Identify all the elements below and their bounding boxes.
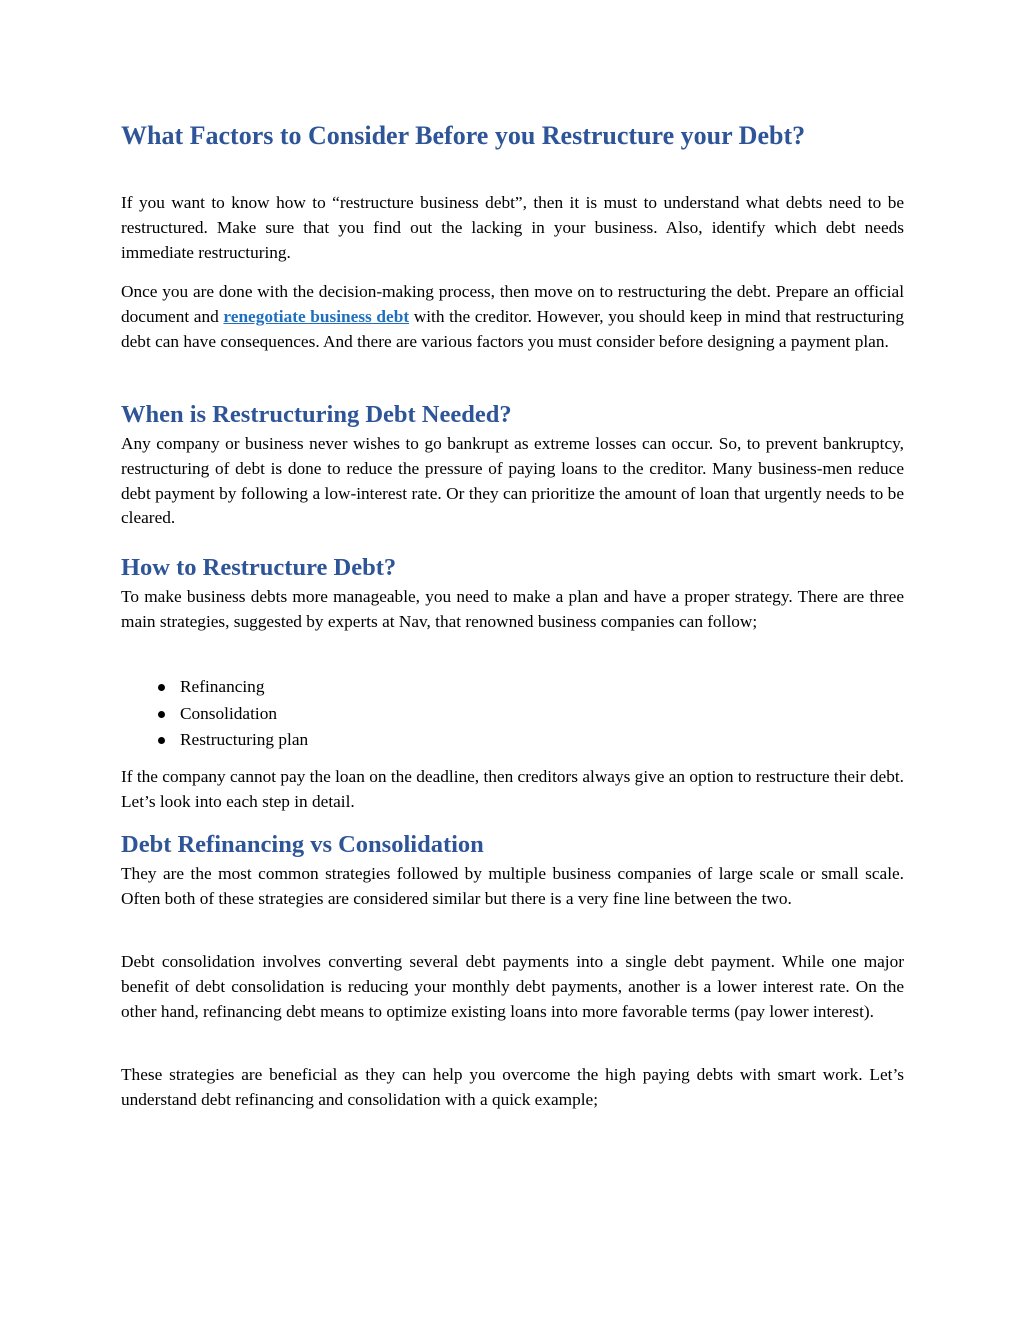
how-to-restructure-paragraph: To make business debts more manageable, you need to make a plan and have a proper strategy. There are three main strategies, suggested by experts at Nav, that renowned business companies can follow; <box>121 587 904 631</box>
list-item-label: Refinancing <box>180 677 265 696</box>
restructuring-needed-paragraph: Any company or business never wishes to go bankrupt as extreme losses can occur. So, to prevent bankruptcy, restructuring of debt is done to reduce the pressure of paying loans to the creditor. Many business-men reduce debt payment by following a low-interest rate. Or they can prioritize the amount of loan that urgently needs to be cleared. <box>121 434 904 528</box>
section-heading-how-to-restructure: How to Restructure Debt? <box>121 554 397 581</box>
bullet-icon <box>158 711 165 718</box>
intro-paragraph-2-text-before: Once you are done with the decision-making process, then move on to restructuring the debt. Prepare an official document and <box>121 282 904 326</box>
page-title: What Factors to Consider Before you Restructure your Debt? <box>121 121 806 150</box>
intro-paragraph-2 <box>121 280 904 354</box>
intro-paragraph-2-text-after: with the creditor. However, you should keep in mind that restructuring debt can have consequences. And there are various factors you must consider before designing a payment plan. <box>121 306 904 351</box>
restructure-option-paragraph: If the company cannot pay the loan on the deadline, then creditors always give an option to restructure their debt. Let’s look into each step in detail. <box>121 767 904 811</box>
refinancing-paragraph-3: These strategies are beneficial as they can help you overcome the high paying debts with smart work. Let’s understand debt refinancing and consolidation with a quick example; <box>121 1065 904 1109</box>
bullet-icon <box>158 737 165 744</box>
list-item-label: Consolidation <box>180 703 277 723</box>
refinancing-paragraph-1: They are the most common strategies followed by multiple business companies of large scale or small scale. Often both of these strategies are considered similar but there is a very fine line between the two. <box>121 864 904 908</box>
section-heading-refinancing-vs-consolidation: Debt Refinancing vs Consolidation <box>121 831 484 858</box>
renegotiate-business-debt-link[interactable]: renegotiate business debt <box>223 306 410 326</box>
intro-paragraph-1: If you want to know how to “restructure business debt”, then it is must to understand what debts need to be restructured. Make sure that you find out the lacking in your business. Also, identify which debt needs immediate restructuring. <box>121 193 904 262</box>
section-heading-restructuring-needed: When is Restructuring Debt Needed? <box>121 401 512 428</box>
bullet-icon <box>158 684 165 691</box>
list-item-label: Restructuring plan <box>180 730 309 749</box>
refinancing-paragraph-2: Debt consolidation involves converting several debt payments into a single debt payment. While one major benefit of debt consolidation is reducing your monthly debt payments, another is a lower interest rate. On the other hand, refinancing debt means to optimize existing loans into more favorable terms (pay lower interest). <box>121 952 904 1021</box>
